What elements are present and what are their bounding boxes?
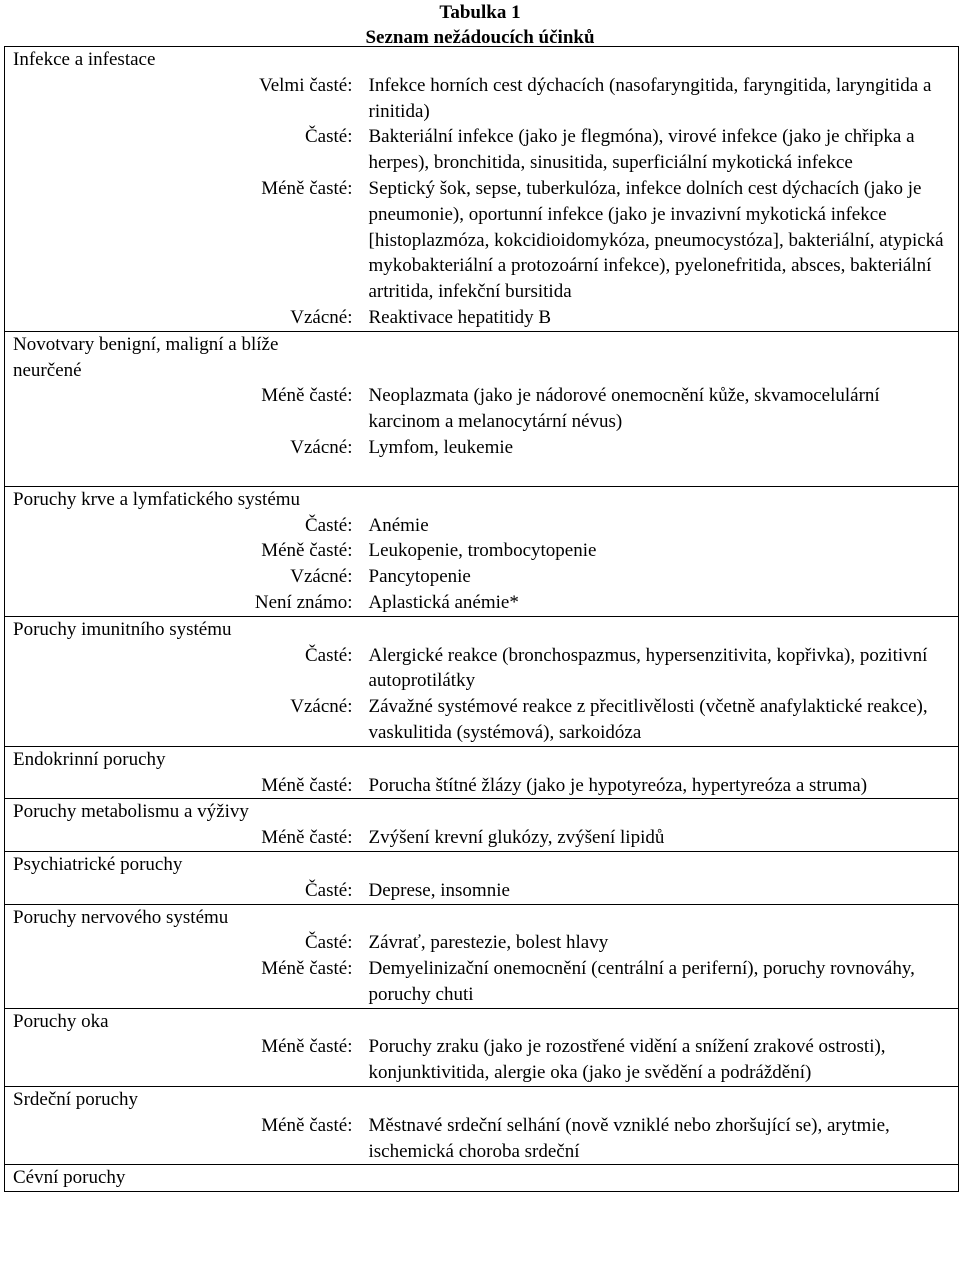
adverse-effects-table <box>4 46 959 1192</box>
soc-label: Cévní poruchy <box>5 1165 959 1192</box>
effects-cell: Neoplazmata (jako je nádorové onemocnění kůže, skvamocelulární karcinom a melanocytární névus) <box>368 385 880 433</box>
frequency-label: Méně časté: <box>261 385 353 407</box>
table-header <box>0 0 960 50</box>
table-row <box>5 773 959 799</box>
table-row <box>5 564 959 590</box>
soc-label: Srdeční poruchy <box>5 1087 959 1113</box>
frequency-label: Časté: <box>305 932 353 954</box>
frequency-label: Není známo: <box>254 591 353 613</box>
frequency-label: Méně časté: <box>261 1114 353 1136</box>
soc-label: Psychiatrické poruchy <box>5 851 959 877</box>
effects-cell: Demyelinizační onemocnění (centrální a periferní), poruchy rovnováhy, poruchy chuti <box>368 958 915 1005</box>
soc-row <box>5 616 959 642</box>
effects-cell: Porucha štítné žlázy (jako je hypotyreóza, hypertyreóza a struma) <box>368 774 868 796</box>
frequency-label: Méně časté: <box>261 1036 353 1058</box>
effects-cell: Pancytopenie <box>368 566 471 588</box>
table-row <box>5 930 959 956</box>
effects-cell: Závrať, parestezie, bolest hlavy <box>368 932 609 954</box>
table-number: Tabulka 1 <box>439 2 521 23</box>
table-row <box>5 956 959 1008</box>
soc-row <box>5 851 959 877</box>
table-row <box>5 383 959 435</box>
soc-row <box>5 331 959 383</box>
frequency-label: Méně časté: <box>261 774 353 796</box>
table-row <box>5 694 959 746</box>
table-row <box>5 1113 959 1165</box>
soc-label: Poruchy imunitního systému <box>5 616 959 642</box>
frequency-label: Méně časté: <box>261 540 353 562</box>
table-title: Seznam nežádoucích účinků <box>365 27 595 48</box>
effects-cell: Zvýšení krevní glukózy, zvýšení lipidů <box>368 827 665 849</box>
soc-row <box>5 1165 959 1192</box>
soc-label: Poruchy oka <box>5 1008 959 1034</box>
soc-label: Poruchy nervového systému <box>5 904 959 930</box>
effects-cell: Leukopenie, trombocytopenie <box>368 540 597 562</box>
frequency-label: Vzácné: <box>290 566 353 588</box>
soc-label: Poruchy krve a lymfatického systému <box>5 486 959 512</box>
frequency-label: Vzácné: <box>290 436 353 458</box>
frequency-label: Méně časté: <box>261 958 353 980</box>
table-row <box>5 878 959 904</box>
effects-cell: Poruchy zraku (jako je rozostřené vidění a snížení zrakové ostrosti), konjunktivitida, alergie oka (jako je svědění a podráždění) <box>368 1036 886 1084</box>
effects-cell: Městnavé srdeční selhání (nově vzniklé nebo zhoršující se), arytmie, ischemická choroba srdeční <box>368 1114 890 1162</box>
frequency-label: Vzácné: <box>290 306 353 328</box>
effects-cell: Závažné systémové reakce z přecitlivělosti (včetně anafylaktické reakce), vaskulitida (systémová), sarkoidóza <box>368 696 928 743</box>
soc-row <box>5 799 959 825</box>
frequency-label: Časté: <box>305 126 353 148</box>
frequency-label: Časté: <box>305 514 353 536</box>
soc-row <box>5 47 959 73</box>
table-row <box>5 305 959 331</box>
table-row <box>5 73 959 125</box>
frequency-label: Méně časté: <box>261 827 353 849</box>
effects-cell: Reaktivace hepatitidy B <box>368 306 552 328</box>
table-row <box>5 124 959 176</box>
effects-cell: Deprese, insomnie <box>368 879 510 901</box>
frequency-label: Vzácné: <box>290 696 353 718</box>
effects-cell: Alergické reakce (bronchospazmus, hypersenzitivita, kopřivka), pozitivní autoprotilátky <box>368 644 928 692</box>
effects-cell: Anémie <box>368 514 429 536</box>
soc-row <box>5 1008 959 1034</box>
frequency-label: Časté: <box>305 644 353 666</box>
frequency-label: Méně časté: <box>261 177 353 199</box>
frequency-label: Velmi časté: <box>259 74 353 96</box>
effects-cell: Septický šok, sepse, tuberkulóza, infekce dolních cest dýchacích (jako je pneumonie), oportunní infekce (jako je invazivní mykotická infekce [histoplazmóza, kokcidioidomykóza, pneumocystóza], bakteriální, atypická mykobakteriální a protozoární infekce), pyelonefritida, absces, bakteriální artritida, infekční bursitida <box>368 177 944 303</box>
table-row <box>5 513 959 539</box>
soc-label: Endokrinní poruchy <box>5 746 959 772</box>
soc-label: Novotvary benigní, maligní a blíže neurčené <box>5 331 361 383</box>
effects-cell: Infekce horních cest dýchacích (nasofaryngitida, faryngitida, laryngitida a rinitida) <box>368 74 932 122</box>
effects-cell: Bakteriální infekce (jako je flegmóna), virové infekce (jako je chřipka a herpes), bronchitida, sinusitida, superficiální mykotická infekce <box>368 126 915 174</box>
table-row <box>5 176 959 305</box>
soc-row <box>5 486 959 512</box>
table-row <box>5 590 959 616</box>
effects-cell: Aplastická anémie* <box>368 591 519 613</box>
soc-row <box>5 904 959 930</box>
table-row <box>5 538 959 564</box>
table-row <box>5 825 959 851</box>
soc-label: Infekce a infestace <box>5 47 959 73</box>
effects-cell: Lymfom, leukemie <box>368 436 514 458</box>
soc-row <box>5 746 959 772</box>
soc-row <box>5 1087 959 1113</box>
soc-label: Poruchy metabolismu a výživy <box>5 799 959 825</box>
frequency-label: Časté: <box>305 879 353 901</box>
spacer-row <box>5 461 959 487</box>
table-row <box>5 435 959 461</box>
table-row <box>5 643 959 695</box>
table-row <box>5 1034 959 1086</box>
